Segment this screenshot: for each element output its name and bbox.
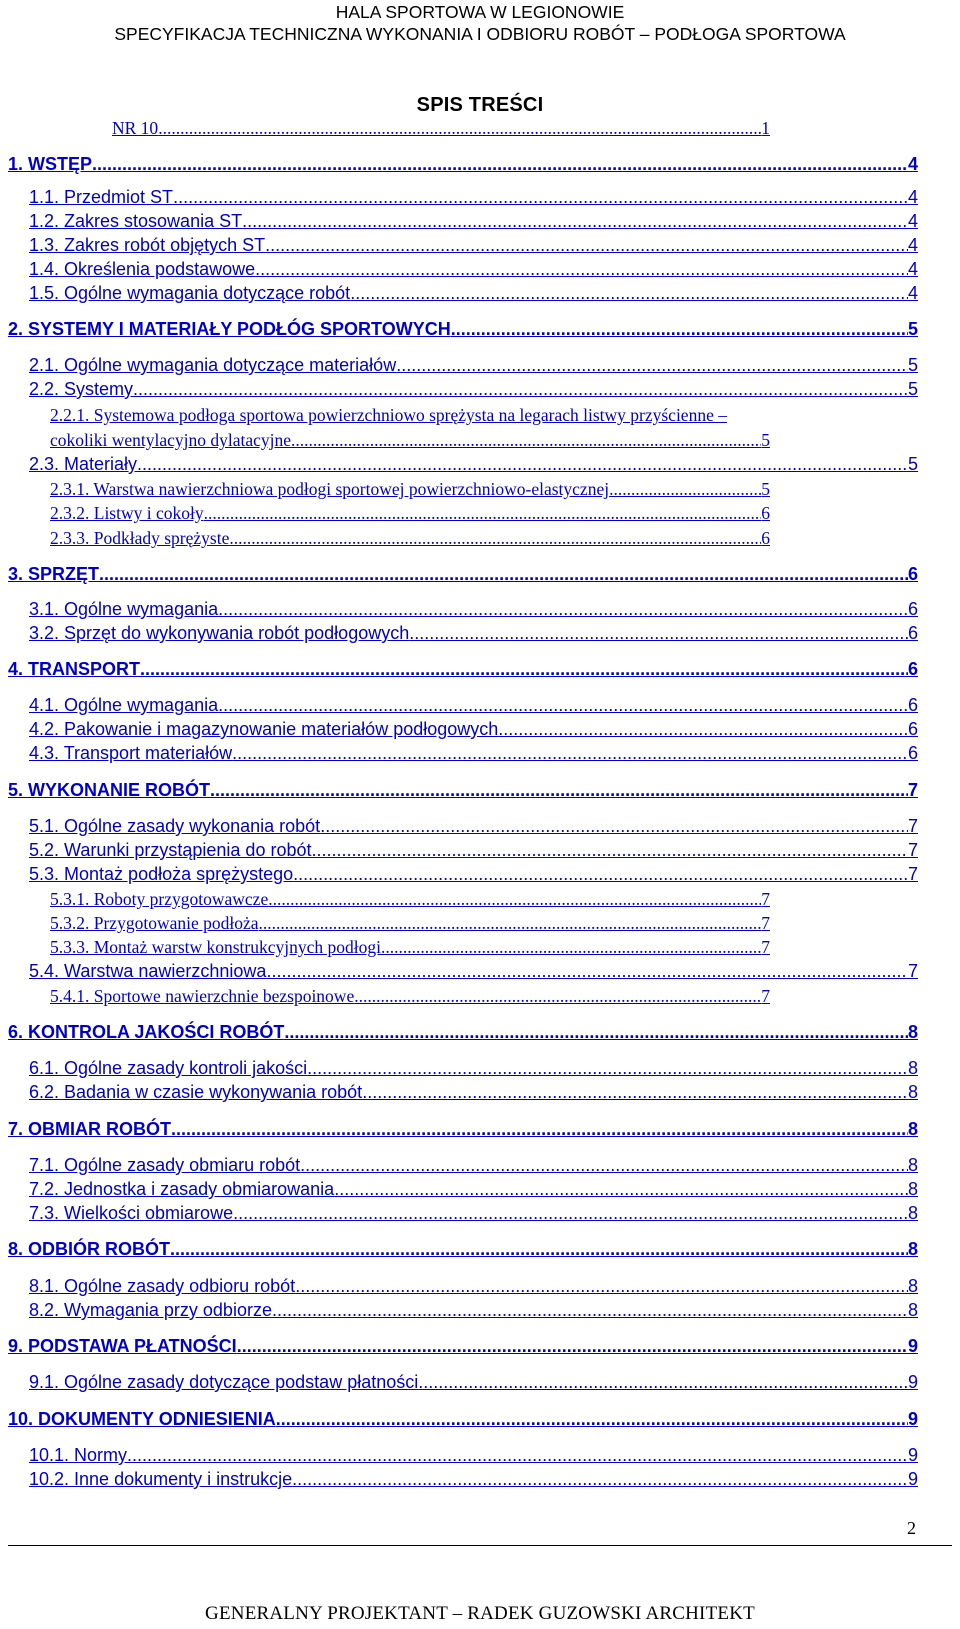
toc-leader-dots	[396, 354, 908, 376]
toc-leader-dots	[140, 658, 908, 680]
toc-entry-title: 5.4.1. Sportowe nawierzchnie bezspoinowe	[50, 986, 355, 1006]
toc-entry-page: 4	[907, 235, 918, 255]
toc-entry-title: 7. OBMIAR ROBÓT	[8, 1119, 172, 1139]
toc-entry-page: 7	[907, 864, 918, 884]
toc-entry[interactable]	[29, 1444, 918, 1466]
toc-entry-title: 10.1. Normy	[29, 1445, 128, 1465]
toc-entry-title: 5.2. Warunki przystąpienia do robót	[29, 840, 312, 860]
toc-entry-title: 1. WSTĘP	[8, 154, 93, 174]
toc-entry[interactable]	[29, 742, 918, 764]
toc-entry-page: 4	[907, 187, 918, 207]
toc-entry[interactable]	[29, 354, 918, 376]
toc-entry[interactable]	[29, 234, 918, 256]
toc-entry[interactable]	[8, 1118, 918, 1140]
toc-entry-page: 4	[907, 211, 918, 231]
toc-entry-title: NR 10	[112, 118, 159, 138]
toc-entry-title: 9. PODSTAWA PŁATNOŚCI	[8, 1336, 237, 1356]
toc-entry[interactable]	[29, 718, 918, 740]
toc-entry-title: 6.1. Ogólne zasady kontroli jakości	[29, 1058, 308, 1078]
toc-entry[interactable]	[50, 936, 770, 958]
toc-entry-page: 8	[907, 1276, 918, 1296]
toc-leader-dots	[418, 1371, 908, 1393]
toc-leader-dots	[171, 1118, 908, 1140]
toc-entry-page: 5	[761, 430, 770, 450]
toc-entry-title: 1.3. Zakres robót objętych ST	[29, 235, 266, 255]
toc-entry[interactable]	[29, 694, 918, 716]
toc-leader-dots	[350, 282, 908, 304]
toc-entry-title: 5. WYKONANIE ROBÓT	[8, 780, 211, 800]
toc-entry[interactable]	[29, 210, 918, 232]
toc-entry[interactable]	[8, 153, 918, 175]
toc-entry[interactable]	[8, 1238, 918, 1260]
toc-entry-title: 4. TRANSPORT	[8, 659, 141, 679]
toc-leader-dots	[334, 1178, 908, 1200]
toc-entry-page: 7	[907, 780, 918, 800]
toc-entry[interactable]	[8, 1335, 918, 1357]
toc-entry[interactable]	[29, 815, 918, 837]
toc-entry-title: 1.5. Ogólne wymagania dotyczące robót	[29, 283, 351, 303]
toc-entry-page: 8	[907, 1203, 918, 1223]
toc-entry-page: 7	[761, 937, 770, 957]
toc-entry-title: 5.1. Ogólne zasady wykonania robót	[29, 816, 321, 836]
toc-entry-page: 9	[907, 1336, 918, 1356]
toc-entry-page: 7	[761, 913, 770, 933]
toc-leader-dots	[320, 815, 908, 837]
footer-divider	[8, 1545, 952, 1546]
toc-entry-page: 6	[907, 564, 918, 584]
toc-leader-dots	[218, 694, 908, 716]
toc-entry-page: 8	[907, 1300, 918, 1320]
toc-entry-page: 8	[907, 1239, 918, 1259]
toc-entry-page: 7	[907, 840, 918, 860]
toc-entry-title: 8. ODBIÓR ROBÓT	[8, 1239, 171, 1259]
toc-entry-page: 9	[907, 1372, 918, 1392]
toc-entry[interactable]	[29, 863, 918, 885]
toc-entry[interactable]	[8, 563, 918, 585]
toc-entry[interactable]	[50, 912, 770, 934]
toc-entry-title: 4.3. Transport materiałów	[29, 743, 233, 763]
toc-entry-title: 5.3.3. Montaż warstw konstrukcyjnych podłogi	[50, 937, 381, 957]
toc-entry-page: 6	[907, 623, 918, 643]
toc-leader-dots	[92, 153, 908, 175]
toc-leader-dots	[137, 453, 908, 475]
toc-entry[interactable]	[29, 1468, 918, 1490]
toc-entry[interactable]	[50, 888, 770, 910]
toc-entry[interactable]	[50, 404, 850, 451]
toc-entry-page: 4	[907, 283, 918, 303]
toc-entry[interactable]	[29, 839, 918, 861]
toc-entry-title: 2.2. Systemy	[29, 379, 134, 399]
toc-entry-page: 9	[907, 1469, 918, 1489]
toc-entry-page: 6	[907, 743, 918, 763]
toc-leader-dots	[127, 1444, 908, 1466]
toc-entry[interactable]	[29, 1371, 918, 1393]
toc-leader-dots	[133, 378, 908, 400]
toc-entry[interactable]	[29, 622, 918, 644]
toc-leader-dots	[451, 318, 908, 340]
toc-entry-page: 8	[907, 1082, 918, 1102]
toc-entry-title: 2.3.3. Podkłady sprężyste	[50, 528, 230, 548]
toc-leader-dots	[381, 936, 761, 958]
toc-entry[interactable]	[8, 1408, 918, 1430]
toc-entry-page: 6	[907, 659, 918, 679]
toc-entry-page: 5	[907, 355, 918, 375]
toc-leader-dots	[293, 863, 908, 885]
toc-entry-title: 3.2. Sprzęt do wykonywania robót podłogowych	[29, 623, 410, 643]
toc-entry[interactable]	[29, 1299, 918, 1321]
toc-leader-dots	[170, 1238, 908, 1260]
toc-entry-page: 5	[761, 479, 770, 499]
toc-entry-title: 1.4. Określenia podstawowe	[29, 259, 256, 279]
toc-entry-page: 5	[907, 379, 918, 399]
toc-title: SPIS TREŚCI	[416, 94, 544, 116]
toc-entry-page: 6	[907, 599, 918, 619]
toc-entry[interactable]	[8, 1021, 918, 1043]
toc-leader-dots	[218, 598, 908, 620]
toc-entry-title: 3. SPRZĘT	[8, 564, 100, 584]
toc-leader-dots	[158, 117, 761, 139]
toc-entry[interactable]	[112, 117, 770, 139]
toc-entry-title: 2.3. Materiały	[29, 454, 138, 474]
toc-entry-title: 5.4. Warstwa nawierzchniowa	[29, 961, 267, 981]
toc-entry-title: 6.2. Badania w czasie wykonywania robót	[29, 1082, 363, 1102]
toc-leader-dots	[292, 1468, 908, 1490]
toc-entry[interactable]	[50, 985, 770, 1007]
toc-leader-dots	[300, 1154, 908, 1176]
toc-entry[interactable]	[8, 658, 918, 680]
toc-entry-page: 6	[907, 695, 918, 715]
toc-leader-dots	[295, 1275, 908, 1297]
toc-entry-page: 4	[907, 259, 918, 279]
toc-leader-dots	[210, 779, 908, 801]
toc-leader-dots	[255, 258, 908, 280]
toc-entry-page: 8	[907, 1119, 918, 1139]
toc-leader-dots	[311, 839, 908, 861]
toc-leader-dots	[237, 1335, 908, 1357]
toc-entry-page: 7	[761, 889, 770, 909]
toc-entry[interactable]	[29, 186, 918, 208]
toc-entry[interactable]	[29, 1275, 918, 1297]
toc-entry-title: 9.1. Ogólne zasady dotyczące podstaw płatności	[29, 1372, 419, 1392]
toc-entry[interactable]	[29, 1202, 918, 1224]
toc-leader-dots	[284, 1021, 908, 1043]
toc-entry-title: 2.1. Ogólne wymagania dotyczące materiałów	[29, 355, 397, 375]
toc-entry-title: 2.3.1. Warstwa nawierzchniowa podłogi sportowej powierzchniowo-elastycznej	[50, 479, 610, 499]
toc-leader-dots	[609, 478, 761, 500]
toc-entry-title: 7.2. Jednostka i zasady obmiarowania	[29, 1179, 335, 1199]
toc-entry-title: 4.2. Pakowanie i magazynowanie materiałów podłogowych	[29, 719, 499, 739]
toc-entry[interactable]	[29, 1081, 918, 1103]
toc-leader-dots	[259, 912, 762, 934]
toc-entry-page: 7	[907, 961, 918, 981]
toc-leader-dots	[204, 502, 762, 524]
toc-entry-title: 2.3.2. Listwy i cokoły	[50, 503, 204, 523]
page-number: 2	[907, 1518, 916, 1538]
toc-leader-dots	[409, 622, 908, 644]
toc-entry[interactable]	[29, 598, 918, 620]
toc-entry-title: 1.2. Zakres stosowania ST	[29, 211, 243, 231]
toc-entry-page: 9	[907, 1409, 918, 1429]
toc-entry-title: 2.2.1. Systemowa podłoga sportowa powierzchniowo sprężysta na legarach listwy przyścienne –	[50, 405, 727, 425]
toc-entry[interactable]	[29, 258, 918, 280]
toc-entry-page: 8	[907, 1155, 918, 1175]
toc-entry-page: 8	[907, 1058, 918, 1078]
toc-entry-page: 6	[907, 719, 918, 739]
toc-entry-title: 7.3. Wielkości obmiarowe	[29, 1203, 234, 1223]
toc-entry-page: 7	[761, 986, 770, 1006]
toc-entry[interactable]	[50, 502, 770, 524]
toc-entry-title: 10.2. Inne dokumenty i instrukcje	[29, 1469, 293, 1489]
toc-entry-page: 5	[907, 454, 918, 474]
toc-entry-title: 5.3. Montaż podłoża sprężystego	[29, 864, 294, 884]
toc-entry-page: 8	[907, 1022, 918, 1042]
page-footer: GENERALNY PROJEKTANT – RADEK GUZOWSKI ARCHITEKT	[205, 1603, 755, 1624]
toc-entry-title: 7.1. Ogólne zasady obmiaru robót	[29, 1155, 301, 1175]
toc-entry[interactable]	[29, 1178, 918, 1200]
toc-leader-dots	[232, 742, 908, 764]
toc-leader-dots	[173, 186, 908, 208]
toc-entry-title: 2. SYSTEMY I MATERIAŁY PODŁÓG SPORTOWYCH	[8, 319, 451, 339]
toc-entry[interactable]	[29, 378, 918, 400]
toc-leader-dots	[498, 718, 908, 740]
toc-leader-dots	[99, 563, 908, 585]
toc-leader-dots	[291, 429, 761, 451]
toc-entry-page: 8	[907, 1179, 918, 1199]
toc-entry-page: 6	[761, 503, 770, 523]
toc-entry[interactable]	[29, 453, 918, 475]
toc-leader-dots	[362, 1081, 908, 1103]
toc-leader-dots	[272, 1299, 908, 1321]
toc-entry-title: 8.1. Ogólne zasady odbioru robót	[29, 1276, 296, 1296]
toc-entry-page: 1	[761, 118, 770, 138]
toc-entry-title: 1.1. Przedmiot ST	[29, 187, 174, 207]
toc-entry-title: 5.3.1. Roboty przygotowawcze	[50, 889, 269, 909]
toc-leader-dots	[266, 960, 908, 982]
toc-entry[interactable]	[29, 282, 918, 304]
toc-leader-dots	[233, 1202, 908, 1224]
toc-entry[interactable]	[29, 1154, 918, 1176]
toc-entry[interactable]	[29, 1057, 918, 1079]
toc-entry[interactable]	[50, 478, 770, 500]
toc-entry-title: 3.1. Ogólne wymagania	[29, 599, 219, 619]
toc-entry-title-continued: cokoliki wentylacyjno dylatacyjne	[50, 430, 292, 450]
document-subtitle: SPECYFIKACJA TECHNICZNA WYKONANIA I ODBIORU ROBÓT – PODŁOGA SPORTOWA	[114, 24, 846, 44]
toc-entry-page: 9	[907, 1445, 918, 1465]
toc-leader-dots	[242, 210, 908, 232]
toc-entry[interactable]	[8, 779, 918, 801]
toc-entry-page: 6	[761, 528, 770, 548]
toc-entry-title: 8.2. Wymagania przy odbiorze	[29, 1300, 272, 1320]
toc-entry[interactable]	[50, 527, 770, 549]
toc-leader-dots	[229, 527, 761, 549]
toc-entry-page: 4	[907, 154, 918, 174]
toc-entry-title: 5.3.2. Przygotowanie podłoża	[50, 913, 259, 933]
toc-entry-page: 5	[907, 319, 918, 339]
toc-entry-title: 10. DOKUMENTY ODNIESIENIA	[8, 1409, 276, 1429]
toc-leader-dots	[307, 1057, 908, 1079]
toc-entry[interactable]	[8, 318, 918, 340]
toc-entry-title: 4.1. Ogólne wymagania	[29, 695, 219, 715]
toc-entry-page: 7	[907, 816, 918, 836]
toc-entry[interactable]	[29, 960, 918, 982]
toc-leader-dots	[265, 234, 908, 256]
toc-entry-title: 6. KONTROLA JAKOŚCI ROBÓT	[8, 1022, 285, 1042]
toc-leader-dots	[354, 985, 761, 1007]
toc-leader-dots	[276, 1408, 908, 1430]
toc-leader-dots	[268, 888, 761, 910]
project-title: HALA SPORTOWA W LEGIONOWIE	[335, 2, 625, 22]
